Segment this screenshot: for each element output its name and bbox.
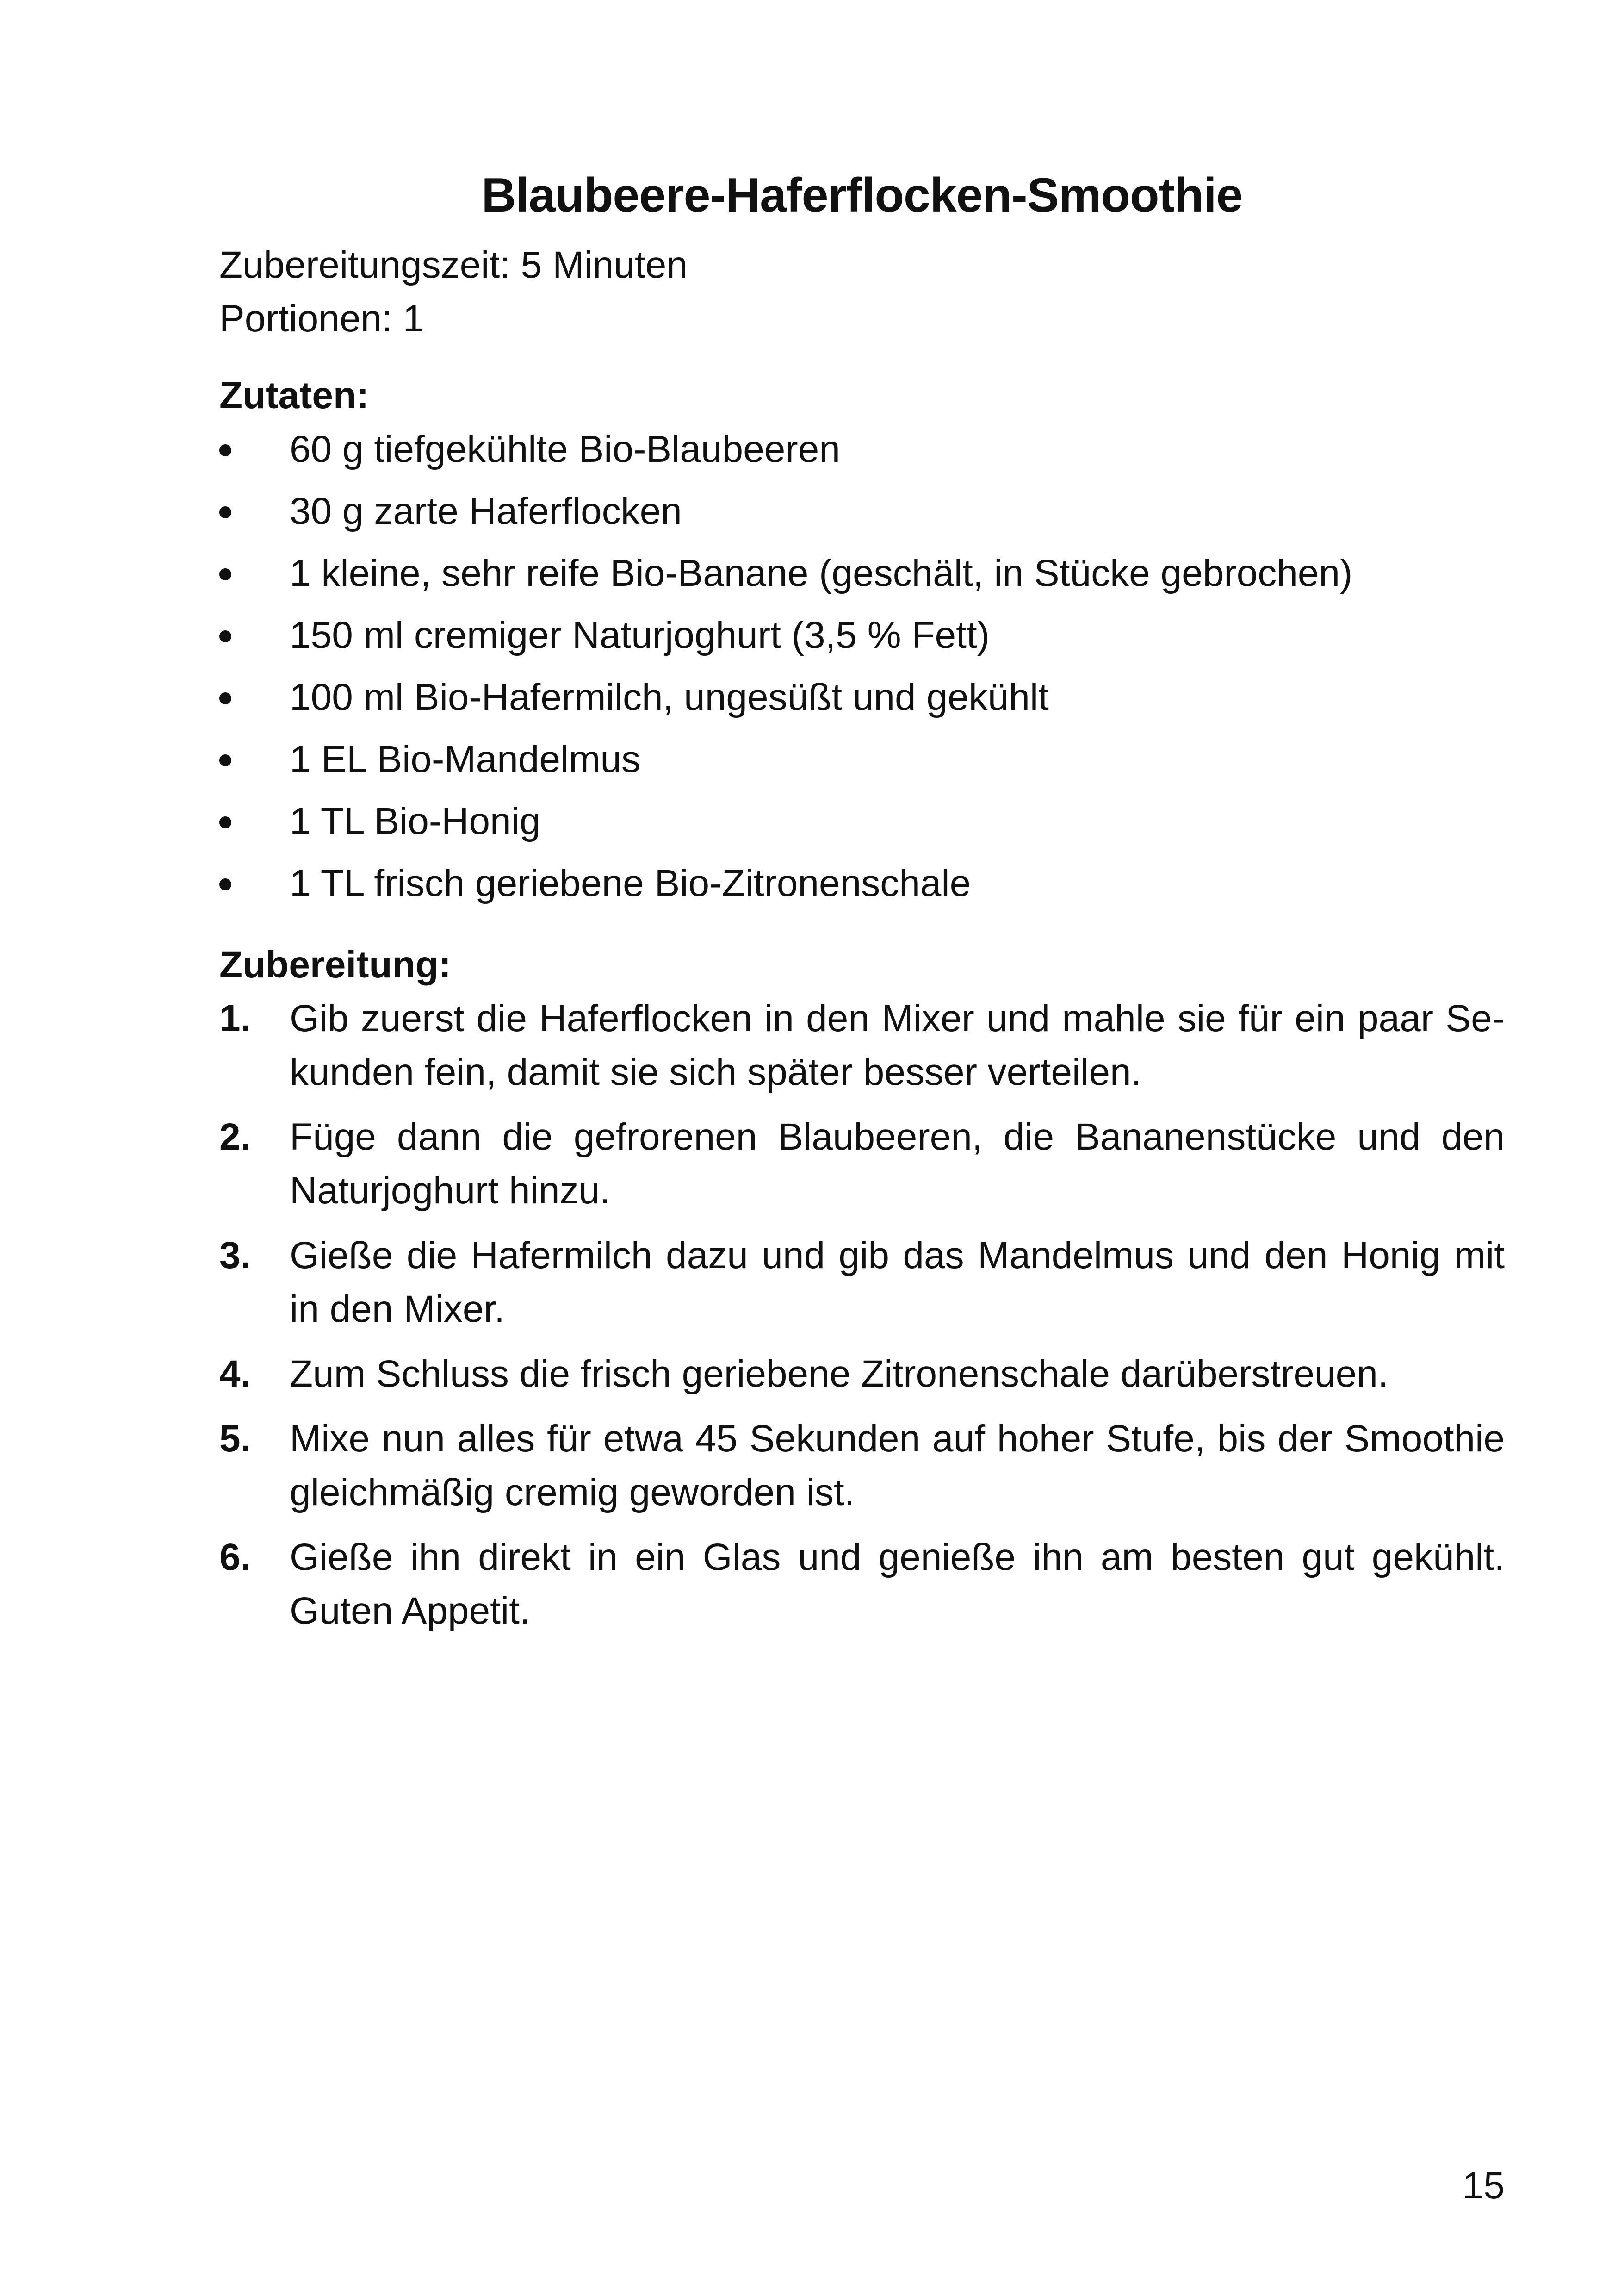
prep-time: Zubereitungszeit: 5 Minuten <box>219 243 688 286</box>
step-number: 3. <box>219 1234 251 1276</box>
ingredient-text: 1 EL Bio-Mandelmus <box>290 738 641 780</box>
steps-list <box>219 992 1505 1638</box>
ingredient-text: 1 TL frisch geriebene Bio-Zitronenschale <box>290 862 971 904</box>
step-text: Gieße die Hafermilch dazu und gib das Mandelmus und den Honig mit in den Mixer. <box>290 1234 1505 1330</box>
step-item <box>219 1531 1505 1638</box>
step-text: Gib zuerst die Haferflocken in den Mixer und mahle sie für ein paar Sekunden fein, damit sie sich später besser verteilen. <box>290 997 1505 1093</box>
ingredient-text: 100 ml Bio-Hafermilch, ungesüßt und gekühlt <box>290 676 1049 718</box>
bullet-icon <box>219 444 231 456</box>
ingredients-list <box>219 423 1505 910</box>
ingredients-heading: Zutaten: <box>219 374 369 417</box>
step-text: Mixe nun alles für etwa 45 Sekunden auf hoher Stufe, bis der Smoothie gleichmäßig cremig geworden ist. <box>290 1417 1505 1513</box>
step-number: 1. <box>219 997 251 1039</box>
ingredient-text: 1 TL Bio-Honig <box>290 800 541 842</box>
step-item <box>219 992 1505 1099</box>
step-number: 2. <box>219 1115 251 1158</box>
step-text: Gieße ihn direkt in ein Glas und genieße ihn am besten gut gekühlt. Guten Appetit. <box>290 1536 1505 1632</box>
ingredient-item <box>219 609 1505 662</box>
ingredient-item <box>219 547 1505 600</box>
recipe-page <box>219 167 1505 1649</box>
step-item <box>219 1412 1505 1519</box>
ingredient-text: 1 kleine, sehr reife Bio-Banane (geschält, in Stücke gebrochen) <box>290 552 1353 594</box>
ingredient-item <box>219 671 1505 724</box>
step-item <box>219 1347 1505 1401</box>
ingredient-item <box>219 485 1505 538</box>
bullet-icon <box>219 506 231 518</box>
ingredient-text: 30 g zarte Haferflocken <box>290 490 682 532</box>
step-text: Zum Schluss die frisch geriebene Zitronenschale darüberstreuen. <box>290 1352 1389 1395</box>
bullet-icon <box>219 754 231 766</box>
step-number: 5. <box>219 1417 251 1460</box>
ingredient-item <box>219 733 1505 786</box>
step-item <box>219 1229 1505 1336</box>
steps-heading: Zubereitung: <box>219 943 452 986</box>
ingredient-text: 150 ml cremiger Naturjoghurt (3,5 % Fett) <box>290 614 990 656</box>
step-item <box>219 1110 1505 1218</box>
bullet-icon <box>219 816 231 828</box>
bullet-icon <box>219 692 231 704</box>
bullet-icon <box>219 878 231 890</box>
bullet-icon <box>219 630 231 642</box>
recipe-title: Blaubeere-Haferflocken-Smoothie <box>481 168 1243 222</box>
ingredient-item <box>219 857 1505 910</box>
ingredient-text: 60 g tiefgekühlte Bio-Blaubeeren <box>290 428 840 470</box>
servings: Portionen: 1 <box>219 297 424 340</box>
page-number: 15 <box>1462 2165 1505 2207</box>
ingredient-item <box>219 423 1505 476</box>
step-number: 4. <box>219 1352 251 1395</box>
step-number: 6. <box>219 1536 251 1578</box>
ingredient-item <box>219 795 1505 848</box>
step-text: Füge dann die gefrorenen Blaubeeren, die Bananenstücke und den Naturjoghurt hinzu. <box>290 1115 1505 1212</box>
bullet-icon <box>219 568 231 580</box>
